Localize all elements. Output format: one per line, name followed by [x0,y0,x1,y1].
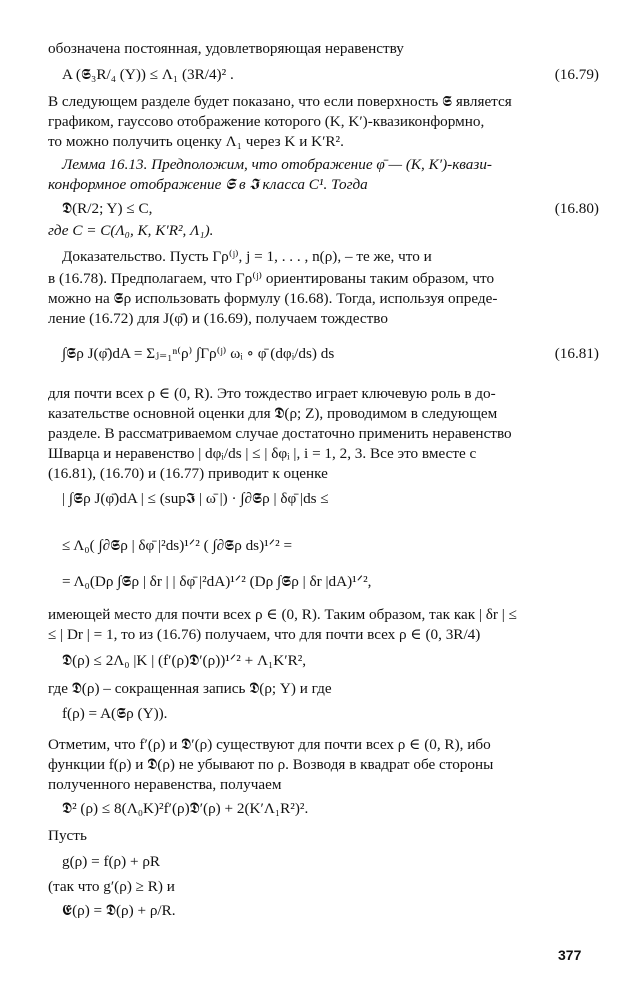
g-rho-definition: g(ρ) = f(ρ) + ρR [62,853,161,870]
equation-number: (16.79) [554,66,599,83]
estimate-line-1: | ∫𝕾ρ J(φ̄)dA | ≤ (sup𝕴 | ω̄ |) · ∫∂𝕾ρ | δφ̄ |ds ≤ [62,490,329,507]
text-line: В следующем разделе будет показано, что если поверхность 𝕾 является [48,93,512,110]
equation-number: (16.81) [554,345,599,362]
lemma-heading: Лемма 16.13. Предположим, что отображение φ̄ — (K, K′)-квази- [62,156,492,173]
equation-16-79: A (𝕾₃R/₄ (Y)) ≤ Λ₁ (3R/4)² . [62,66,234,83]
text-line: где 𝕯(ρ) – сокращенная запись 𝕯(ρ; Y) и где [48,680,332,697]
text-line: функции f(ρ) и 𝕯(ρ) не убывают по ρ. Возводя в квадрат обе стороны [48,756,494,773]
text-line: казательстве основной оценки для 𝕯(ρ; Z), проводимом в следующем [48,405,498,422]
equation-16-80: 𝕯(R/2; Y) ≤ C, [62,200,153,217]
text-line: обозначена постоянная, удовлетворяющая неравенству [48,40,404,57]
text-line: ление (16.72) для J(φ̄) и (16.69), получаем тождество [48,310,388,327]
squared-inequality: 𝕯² (ρ) ≤ 8(Λ₀K)²f′(ρ)𝕯′(ρ) + 2(K′Λ₁R²)². [62,800,309,817]
text-line: графиком, гауссово отображение которого (K, K′)-квазиконформно, [48,113,485,130]
text-line: Шварца и неравенство | dφᵢ/ds | ≤ | δφᵢ |, i = 1, 2, 3. Все это вместе с [48,445,477,462]
equation-16-81: ∫𝕾ρ J(φ̄)dA = Σⱼ₌₁ⁿ⁽ρ⁾ ∫Γρ⁽ʲ⁾ ωᵢ ∘ φ̄ (dφᵢ/ds) ds [62,345,335,362]
text-line: в (16.78). Предполагаем, что Γρ⁽ʲ⁾ ориентированы таким образом, что [48,270,495,287]
text-line: то можно получить оценку Λ₁ через K и K′R². [48,133,344,150]
text-line: полученного неравенства, получаем [48,776,282,793]
equation-number: (16.80) [554,200,599,217]
text-line: (так что g′(ρ) ≥ R) и [48,878,175,895]
text-line: Пусть [48,827,87,844]
proof-heading: Доказательство. Пусть Γρ⁽ʲ⁾, j = 1, . . . , n(ρ), – те же, что и [62,248,432,265]
text-line: для почти всех ρ ∈ (0, R). Это тождество играет ключевую роль в до- [48,385,496,402]
page-number: 377 [558,947,582,963]
text-line: где C = C(Λ₀, K, K′R², Λ₁). [48,222,214,239]
text-line: (16.81), (16.70) и (16.77) приводит к оценке [48,465,328,482]
lemma-text: конформное отображение 𝕾 в 𝕴 класса C¹. Тогда [48,176,368,193]
estimate-line-3: = Λ₀(Dρ ∫𝕾ρ | δr | | δφ̄ |²dA)¹ᐟ² (Dρ ∫𝕾ρ | δr |dA)¹ᐟ², [62,573,372,590]
e-rho-definition: 𝕰(ρ) = 𝕯(ρ) + ρ/R. [62,902,176,919]
inequality-d-rho: 𝕯(ρ) ≤ 2Λ₀ |K | (f′(ρ)𝕯′(ρ))¹ᐟ² + Λ₁K′R², [62,652,307,669]
text-line: ≤ | Dr | = 1, то из (16.76) получаем, что для почти всех ρ ∈ (0, 3R/4) [48,626,481,643]
text-line: Отметим, что f′(ρ) и 𝕯′(ρ) существуют для почти всех ρ ∈ (0, R), ибо [48,736,491,753]
text-line: имеющей место для почти всех ρ ∈ (0, R). Таким образом, так как | δr | ≤ [48,606,517,623]
text-line: разделе. В рассматриваемом случае достаточно применить неравенство [48,425,512,442]
estimate-line-2: ≤ Λ₀( ∫∂𝕾ρ | δφ̄ |²ds)¹ᐟ² ( ∫∂𝕾ρ ds)¹ᐟ² = [62,537,293,554]
text-line: можно на 𝕾ρ использовать формулу (16.68). Тогда, используя опреде- [48,290,498,307]
f-rho-definition: f(ρ) = A(𝕾ρ (Y)). [62,705,168,722]
